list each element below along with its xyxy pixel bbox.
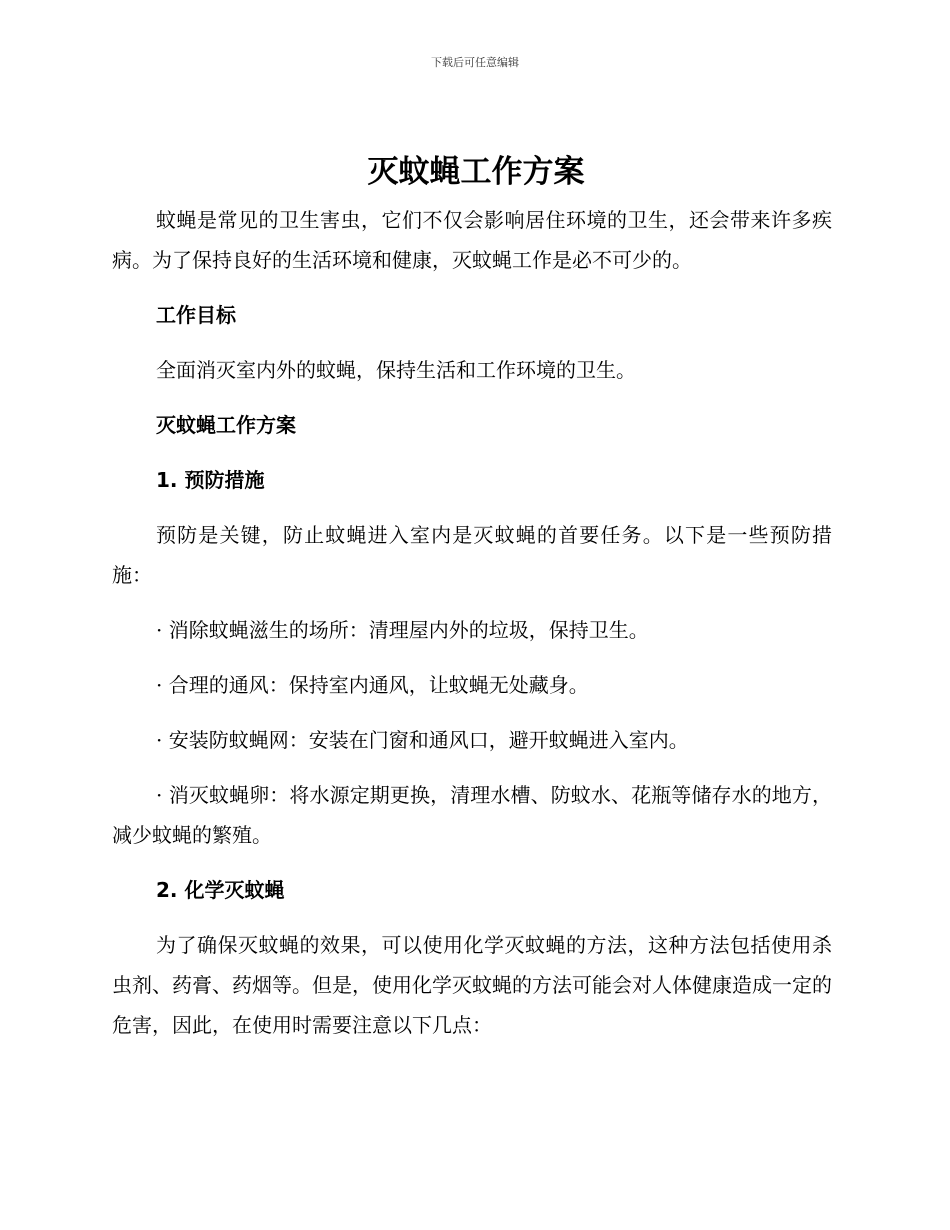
section2-heading: 2. 化学灭蚊蝇	[156, 878, 285, 902]
section2-paragraph: 为了确保灭蚊蝇的效果，可以使用化学灭蚊蝇的方法，这种方法包括使用杀虫剂、药膏、药烟等。但是，使用化学灭蚊蝇的方法可能会对人体健康造成一定的危害，因此，在使用时需要注意以下几点：	[112, 933, 832, 1037]
goal-heading: 工作目标	[156, 303, 236, 327]
list-item: · 消除蚊蝇滋生的场所：清理屋内外的垃圾，保持卫生。	[156, 618, 649, 642]
list-item: · 合理的通风：保持室内通风，让蚊蝇无处藏身。	[156, 673, 589, 697]
section1-heading: 1. 预防措施	[156, 468, 265, 492]
goal-paragraph: 全面消灭室内外的蚊蝇，保持生活和工作环境的卫生。	[156, 358, 636, 382]
section1-paragraph: 预防是关键，防止蚊蝇进入室内是灭蚊蝇的首要任务。以下是一些预防措施：	[112, 523, 832, 587]
list-item: · 安装防蚊蝇网：安装在门窗和通风口，避开蚊蝇进入室内。	[156, 728, 689, 752]
list-item: · 消灭蚊蝇卵：将水源定期更换，清理水槽、防蚊水、花瓶等储存水的地方，减少蚊蝇的繁殖。	[112, 783, 832, 847]
plan-heading: 灭蚊蝇工作方案	[156, 413, 296, 437]
document-body	[112, 150, 832, 1045]
document-title: 灭蚊蝇工作方案	[367, 154, 585, 190]
header-note: 下载后可任意编辑	[431, 56, 519, 69]
intro-paragraph: 蚊蝇是常见的卫生害虫，它们不仅会影响居住环境的卫生，还会带来许多疾病。为了保持良好的生活环境和健康，灭蚊蝇工作是必不可少的。	[112, 208, 832, 272]
